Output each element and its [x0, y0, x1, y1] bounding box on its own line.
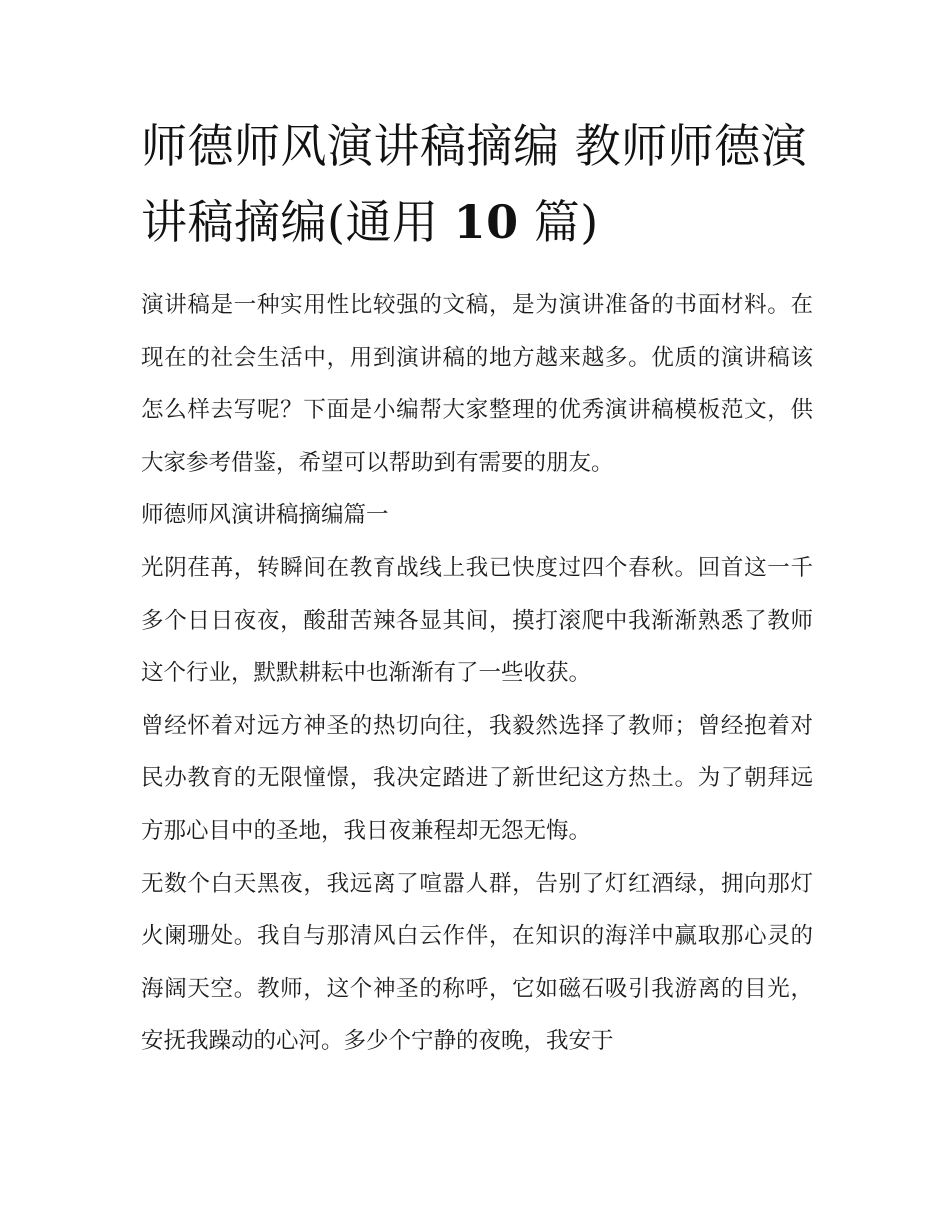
body-paragraph-2: 曾经怀着对远方神圣的热切向往，我毅然选择了教师；曾经抱着对民办教育的无限憧憬，我决定踏进了新世纪这方热土。为了朝拜远方那心目中的圣地，我日夜兼程却无怨无悔。: [141, 712, 813, 844]
body-paragraph-1: 光阴荏苒，转瞬间在教育战线上我已快度过四个春秋。回首这一千多个日日夜夜，酸甜苦辣各显其间，摸打滚爬中我渐渐熟悉了教师这个行业，默默耕耘中也渐渐有了一些收获。: [141, 554, 813, 687]
title-suffix: 篇): [518, 195, 599, 249]
document-page: [141, 108, 813, 1068]
title-number: 10: [453, 195, 519, 249]
title-text: 师德师风演讲稿摘编 教师师德演讲稿摘编(通用: [141, 119, 808, 249]
document-title: [141, 108, 813, 260]
intro-paragraph: 演讲稿是一种实用性比较强的文稿，是为演讲准备的书面材料。在现在的社会生活中，用到演讲稿的地方越来越多。优质的演讲稿该怎么样去写呢？下面是小编帮大家整理的优秀演讲稿模板范文，供大家参考借鉴，希望可以帮助到有需要的朋友。: [141, 292, 813, 476]
body-paragraph-3: 无数个白天黑夜，我远离了喧嚣人群，告别了灯红酒绿，拥向那灯火阑珊处。我自与那清风白云作伴，在知识的海洋中赢取那心灵的海阔天空。教师，这个神圣的称呼，它如磁石吸引我游离的目光，安抚我躁动的心河。多少个宁静的夜晚，我安于: [141, 870, 813, 1055]
section-heading: 师德师风演讲稿摘编篇一: [141, 502, 389, 529]
